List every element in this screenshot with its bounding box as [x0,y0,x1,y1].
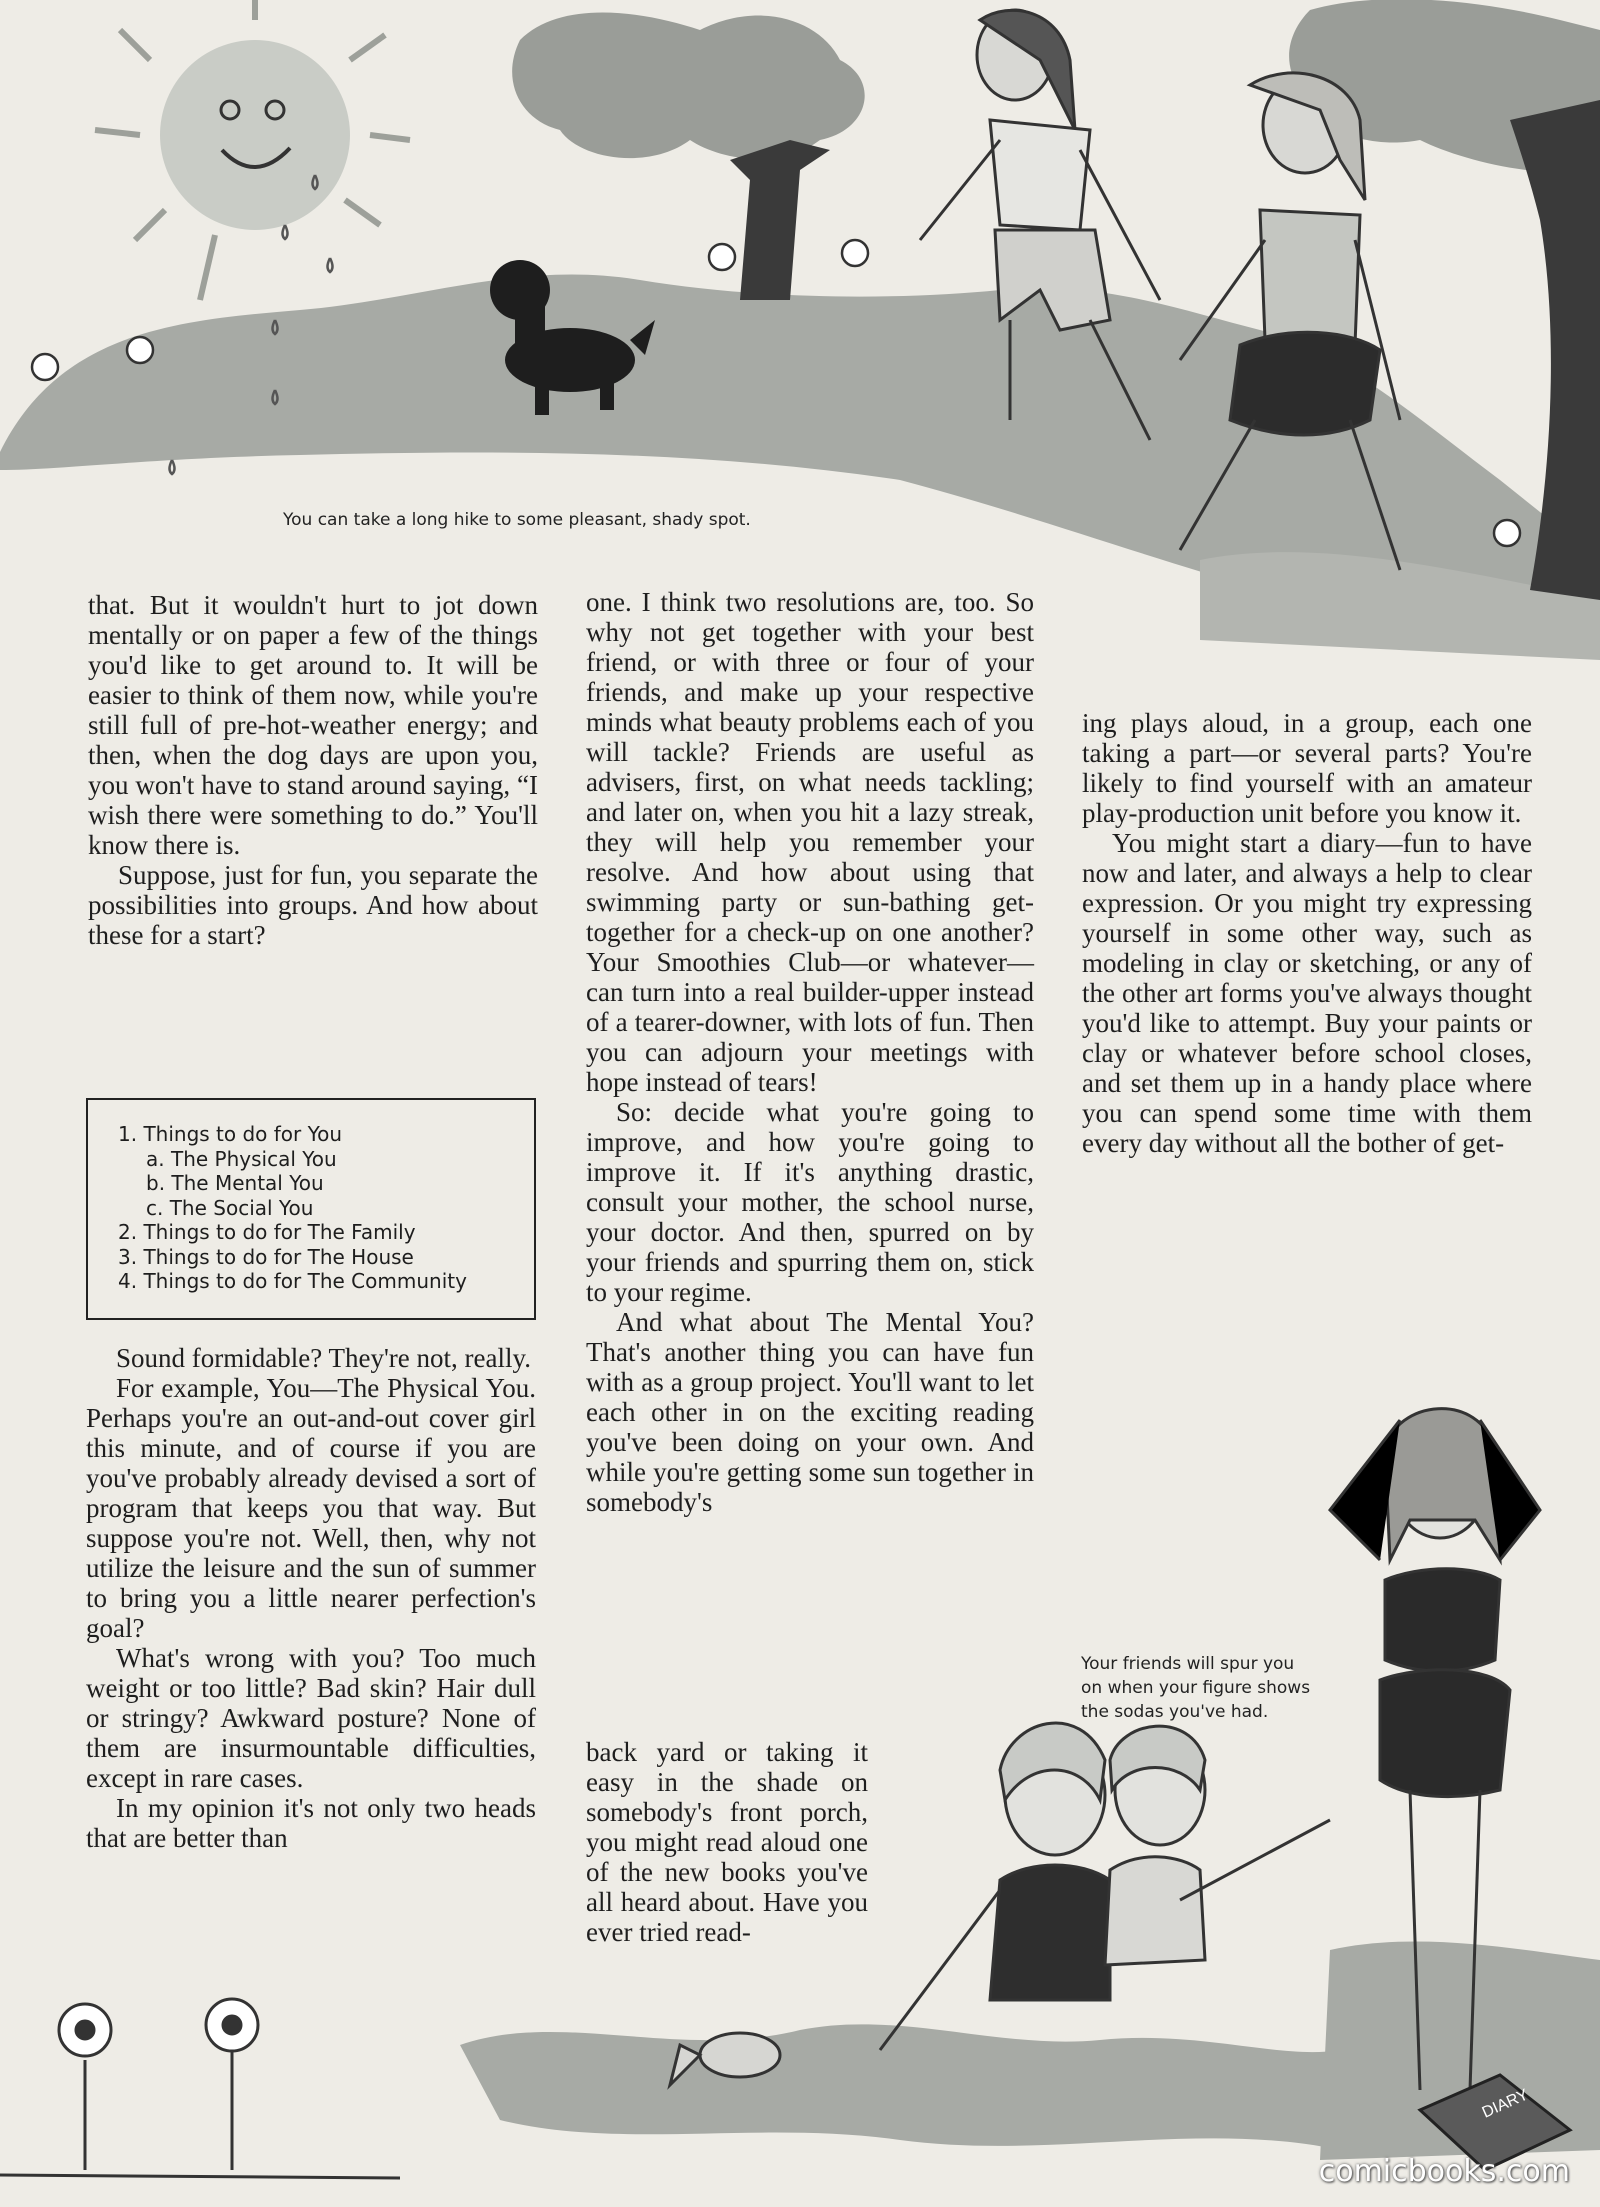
friends-caption [1081,1652,1310,1724]
paragraph: that. But it wouldn't hurt to jot down mentally or on paper a few of the things you'd like to get around to. It will be easier to think of them now, while you're still full of pre-hot-weather energy; and then, when the dog days are upon you, you won't have to stand around saying, “I wish there were something to do.” You'll know there is. [88,590,538,860]
hike-caption: You can take a long hike to some pleasant, shady spot. [283,510,751,530]
paragraph: In my opinion it's not only two heads that are better than [86,1793,536,1853]
column-3 [1082,708,1532,1158]
paragraph: What's wrong with you? Too much weight or too little? Bad skin? Hair dull or stringy? Awkward posture? None of them are insurmountable difficulties, except in rare cases. [86,1643,536,1793]
paragraph: You might start a diary—fun to have now and later, and always a help to clear expression. Or you might try expressing yourself in some other way, such as modeling in clay or sketching, or any of the other art forms you've always thought you'd like to attempt. Buy your paints or clay or whatever before school closes, and set them up in a handy place where you can spend some time with them every day without all the bother of get- [1082,828,1532,1158]
paragraph: Suppose, just for fun, you separate the possibilities into groups. And how about these for a start? [88,860,538,950]
checklist-subitem: b. The Mental You [146,1171,324,1195]
diary-label: DIARY [1479,2086,1532,2122]
friends-caption-line-2: on when your figure shows [1081,1678,1311,1698]
swimming-girls-illustration [880,1723,1330,2050]
friends-caption-line-1: Your friends will spur you [1081,1654,1295,1674]
checklist-item: 2. Things to do for The Family [118,1220,416,1244]
paragraph: Sound formidable? They're not, really. [116,1343,531,1373]
paragraph: back yard or taking it easy in the shade on somebody's front porch, you might read aloud one of the new books you've all heard about. Have you ever tried read- [586,1737,868,1947]
paragraph: For example, You—The Physical You. Perhaps you're an out-and-out cover girl this minute, and of course if you are you've probably already devised a sort of program that keeps you that way. But suppose you're not. Well, then, why not utilize the leisure and the sun of summer to bring you a little nearer perfection's goal? [86,1373,536,1643]
watermark: comicbooks.com [1318,2154,1570,2189]
checklist-subitem: c. The Social You [146,1195,314,1220]
friends-caption-line-3: the sodas you've had. [1081,1702,1269,1722]
checklist-item: 1. Things to do for You [118,1122,343,1146]
checklist-box [86,1098,536,1320]
flowers-bottom-left [0,1999,400,2178]
paragraph: one. I think two resolutions are, too. So why not get together with your best friend, or with three or four of your friends, and make up your respective minds what beauty problems each of you will tackle? Friends are useful as advisers, first, on what needs tackling; and later on, when you hit a lazy streak, they will help you remember your resolve. And how about using that swimming party or sun-bathing get-together for a check-up on one another? Your Smoothies Club—or whatever—can turn into a real builder-upper instead of a tearer-downer, with lots of fun. Then you can adjourn your meetings with hope instead of tears! [586,587,1034,1097]
column-2-narrow [586,1737,868,1947]
checklist-subitem: a. The Physical You [146,1146,337,1171]
checklist-item: 3. Things to do for The House [118,1244,414,1269]
paragraph: And what about The Mental You? That's another thing you can have fun with as a group project. You'll want to let each other in on the exciting reading you've been doing on your own. And while you're getting some sun together in somebody's [586,1307,1034,1517]
column-1-top [88,590,538,950]
checklist-item: 4. Things to do for The Community [118,1269,467,1293]
column-2 [586,587,1034,1517]
column-1-bottom [86,1343,536,1853]
paragraph: So: decide what you're going to improve, and how you're going to improve it. If it's anything drastic, consult your mother, the school nurse, your doctor. And then, spurred on by your friends and spurring them on, stick to your regime. [586,1097,1034,1307]
paragraph: ing plays aloud, in a group, each one taking a part—or several parts? You're likely to find yourself with an amateur play-production unit before you know it. [1082,708,1532,828]
